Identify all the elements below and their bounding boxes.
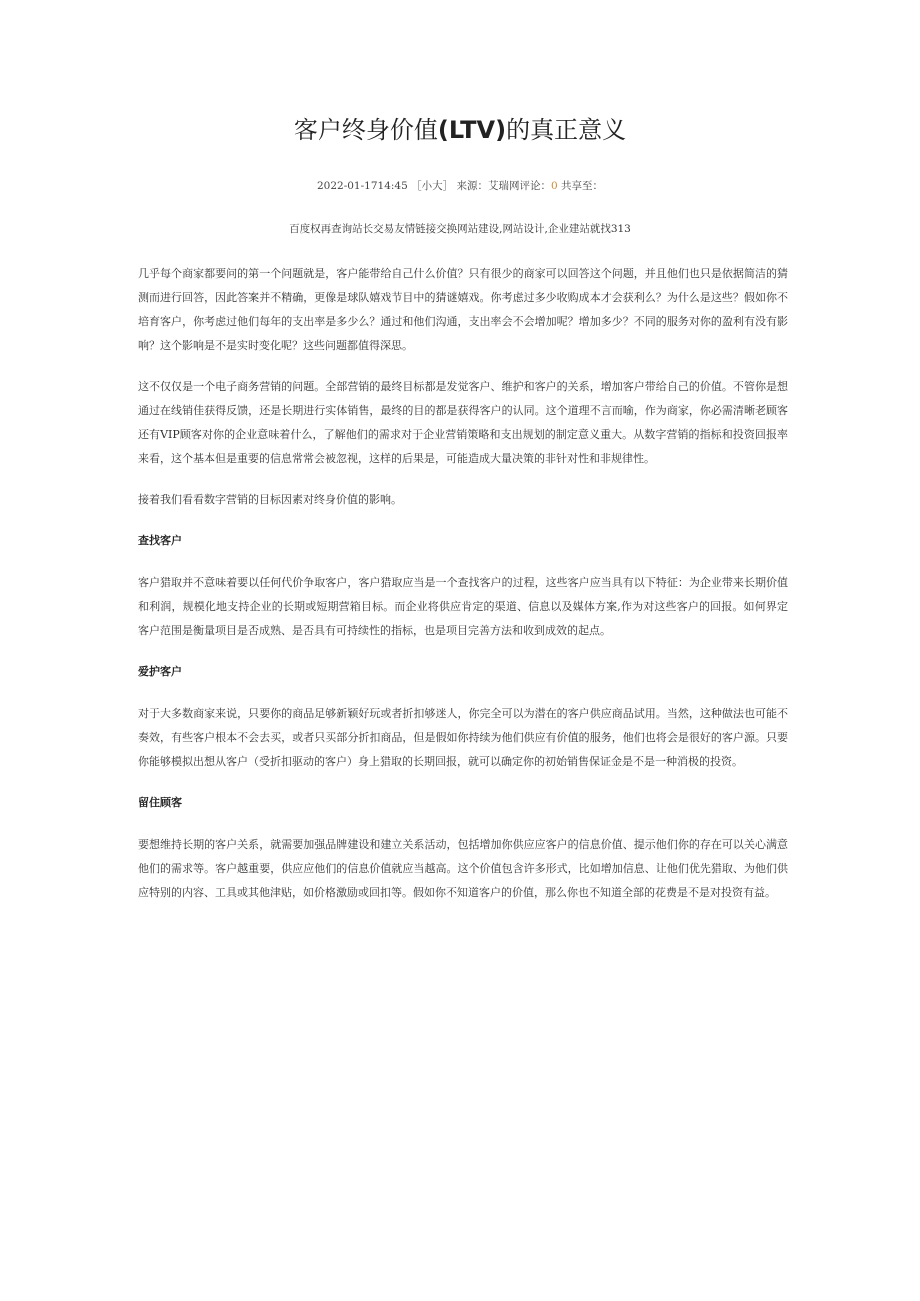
paragraph-4: 客户猎取并不意味着要以任何代价争取客户，客户猎取应当是一个查找客户的过程，这些客户应当具有以下特征：为企业带来长期价值和利润，规模化地支持企业的长期或短期营箱目标。而企业将供应肯定的渠道、信息以及媒体方案,作为对这些客户的回报。如何界定客户范围是衡量项目是否成熟、是否具有可持续性的指标，也是项目完善方法和收到成效的起点。 (138, 576, 788, 637)
section-heading-retain-customers: 留住顾客 (138, 796, 182, 809)
paragraph-6: 要想维持长期的客户关系，就需要加强品牌建设和建立关系活动，包括增加你供应应客户的信息价值、提示他们你的存在可以关心满意他们的需求等。客户越重要，供应应他们的信息价值就应当越高。这个价值包含许多形式，比如增加信息、让他们优先猎取、为他们供应特别的内容、工具或其他津贴，如价格激励或回扣等。假如你不知道客户的价值，那么你也不知道全部的花费是不是对投资有益。 (138, 838, 788, 899)
comment-count-link[interactable]: 0 (550, 180, 558, 192)
title-cn-suffix: 的真正意义 (506, 116, 627, 144)
section-heading-care-customers: 爱护客户 (138, 665, 182, 678)
paragraph-5: 对于大多数商家来说，只要你的商品足够新颖好玩或者折扣够迷人，你完全可以为潜在的客户供应商品试用。当然，这种做法也可能不奏效，有些客户根本不会去买，或者只买部分折扣商品，但是假如你持续为他们供应有价值的服务，他们也将会是很好的客户源。只要你能够模拟出想从客户（受折扣驱动的客户）身上猎取的长期回报，就可以确定你的初始销售保证金是不是一种消极的投资。 (138, 707, 788, 768)
article-meta (0, 178, 920, 194)
title-latin: (LTV) (437, 116, 507, 144)
meta-datetime: 2022-01-1714:45 (316, 180, 408, 192)
paragraph-2: 这不仅仅是一个电子商务营销的问题。全部营销的最终目标都是发觉客户、维护和客户的关系，增加客户带给自己的价值。不管你是想通过在线销佳获得反馈，还是长期进行实体销售，最终的目的都是获得客户的认同。这个道理不言而喻，作为商家，你必需清晰老顾客还有VIP顾客对你的企业意味着什么，了解他们的需求对于企业营销策略和支出规划的制定意义重大。从数字营销的指标和投资回报率来看，这个基本但是重要的信息常常会被忽视，这样的后果是，可能造成大量决策的非针对性和非规律性。 (138, 380, 788, 465)
paragraph-1: 几乎每个商家都要问的第一个问题就是，客户能带给自己什么价值？只有很少的商家可以回答这个问题，并且他们也只是依据简洁的猜测而进行回答，因此答案并不精确，更像是球队嬉戏节目中的猜谜嬉戏。你考虑过多少收购成本才会获利么？为什么是这些？假如你不培育客户，你考虑过他们每年的支出率是多少么？通过和他们沟通，支出率会不会增加呢？增加多少？不同的服务对你的盈利有没有影响？这个影响是不是实时变化呢？这些问题都值得深思。 (138, 267, 788, 352)
meta-source-label: 来源： (456, 180, 488, 192)
paragraph-3: 接着我们看看数字营销的目标因素对终身价值的影响。 (138, 493, 402, 506)
meta-source-name: 艾瑞网 (487, 180, 520, 192)
section-heading-find-customers: 查找客户 (138, 534, 182, 547)
title-cn-prefix: 客户终身价值 (293, 116, 438, 144)
page-title (0, 112, 920, 148)
meta-share-label: 共享至： (561, 180, 604, 192)
tags-line: 百度权再查询站长交易友情链接交换网站建设,网站设计,企业建站就找313 (289, 223, 631, 235)
article-body (138, 262, 788, 922)
meta-comment-label: 评论： (519, 180, 551, 192)
font-size-toggle[interactable]: ［小大］ (411, 180, 454, 192)
